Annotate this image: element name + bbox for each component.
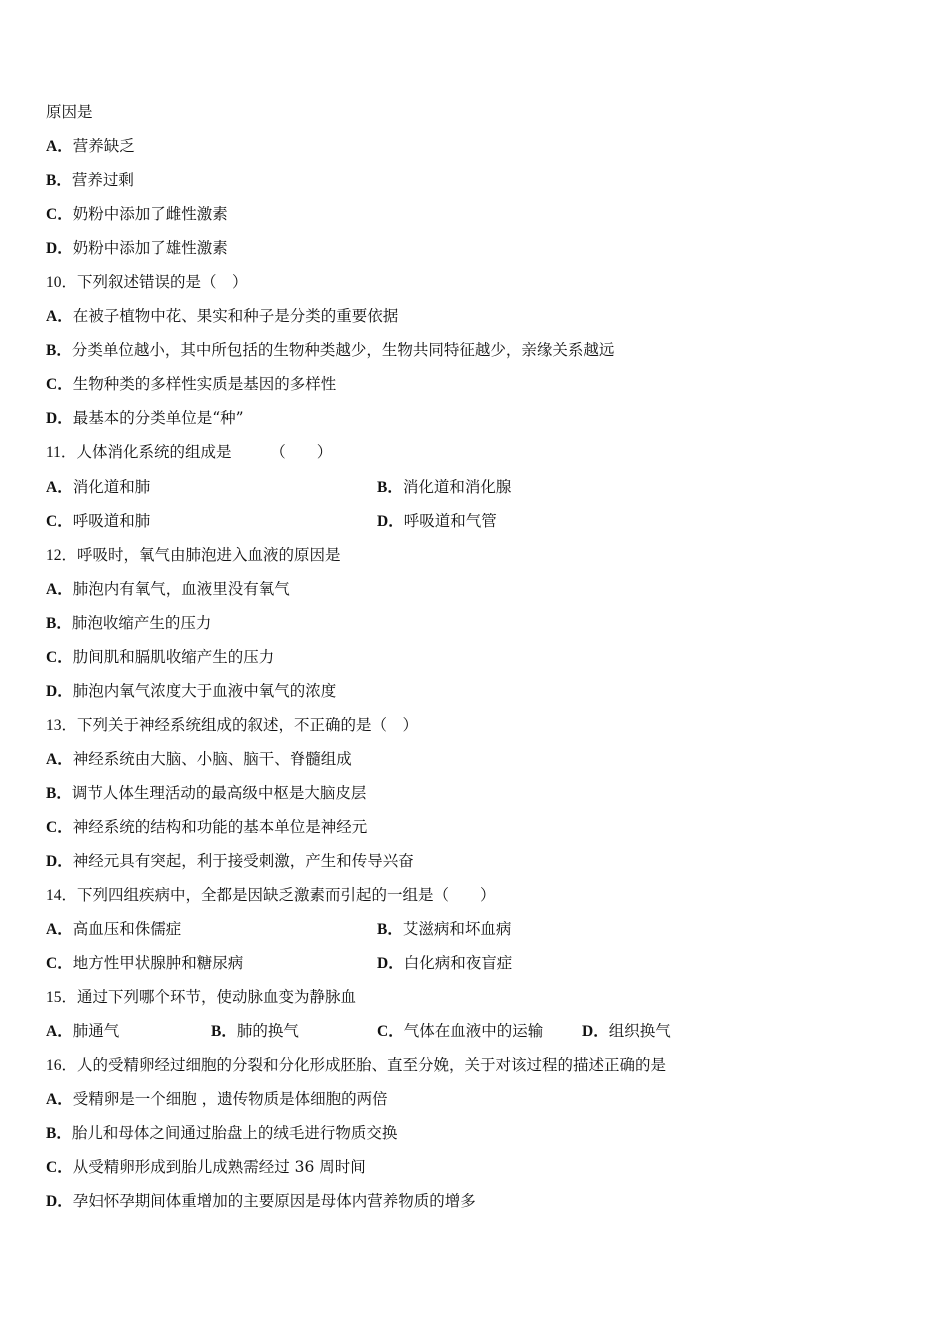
q15-option-c [377,1021,543,1042]
q11-option-a [46,477,150,498]
option-text: 从受精卵形成到胎儿成熟需经过 36 周时间 [72,1158,366,1176]
q16-stem [46,1055,666,1076]
q13-option-b [46,783,366,804]
option-text: 在被子植物中花、果实和种子是分类的重要依据 [72,307,399,325]
option-text: 组织换气 [608,1022,671,1040]
q16-option-a [46,1089,388,1110]
q14-stem [46,885,496,906]
q16-option-d [46,1191,476,1212]
q13-option-d [46,851,414,872]
option-letter: C． [46,206,73,223]
option-text: 消化道和肺 [72,478,151,496]
q11-option-d [377,511,497,532]
option-text: 气体在血液中的运输 [403,1022,544,1040]
option-letter: A． [46,138,73,155]
question-stem: 呼吸时，氧气由肺泡进入血液的原因是 [77,546,341,564]
option-text: 奶粉中添加了雌性激素 [72,205,228,223]
option-letter: A． [46,1023,73,1040]
option-text: 神经系统由大脑、小脑、脑干、脊髓组成 [72,750,352,768]
option-letter: B． [211,1023,237,1040]
q14-option-c [46,953,243,974]
q10-option-c [46,374,336,395]
option-letter: C． [46,955,73,972]
option-letter: B． [46,172,72,189]
option-letter: A． [46,479,73,496]
option-letter: A． [46,308,73,325]
option-text: 受精卵是一个细胞 ，遗传物质是体细胞的两倍 [72,1090,388,1108]
option-text: 白化病和夜盲症 [403,954,513,972]
option-letter: D． [377,955,404,972]
option-letter: C． [46,376,73,393]
question-number: 12． [46,547,78,564]
question-number: 11． [46,444,77,461]
option-letter: D． [582,1023,609,1040]
option-letter: C． [46,1159,73,1176]
option-letter: D． [46,683,73,700]
option-letter: A． [46,921,73,938]
q15-option-b [211,1021,299,1042]
q10-stem [46,272,248,293]
question-number: 10． [46,274,78,291]
option-text: 肺的换气 [236,1022,299,1040]
question-stem: 人体消化系统的组成是 （ ） [76,443,333,461]
option-text: 肺泡内氧气浓度大于血液中氧气的浓度 [72,682,337,700]
q9-stem-text: 原因是 [46,103,93,121]
q9-option-d [46,238,228,259]
q12-option-d [46,681,336,702]
option-letter: C． [377,1023,404,1040]
q11-stem [46,442,332,463]
option-text: 艾滋病和坏血病 [402,920,512,938]
option-letter: D． [46,1193,73,1210]
option-text: 呼吸道和气管 [403,512,497,530]
option-letter: A． [46,581,73,598]
question-stem: 通过下列哪个环节，使动脉血变为静脉血 [77,988,357,1006]
option-text: 肋间肌和膈肌收缩产生的压力 [72,648,275,666]
option-letter: B． [46,615,72,632]
q9-option-a [46,136,135,157]
option-text: 孕妇怀孕期间体重增加的主要原因是母体内营养物质的增多 [72,1192,476,1210]
q15-stem [46,987,356,1008]
option-letter: B． [377,479,403,496]
option-text: 消化道和消化腺 [402,478,512,496]
option-text: 分类单位越小，其中所包括的生物种类越少，生物共同特征越少，亲缘关系越远 [71,341,615,359]
option-text: 神经元具有突起，利于接受刺激，产生和传导兴奋 [72,852,414,870]
option-text: 胎儿和母体之间通过胎盘上的绒毛进行物质交换 [71,1124,398,1142]
option-text: 神经系统的结构和功能的基本单位是神经元 [72,818,368,836]
q12-option-c [46,647,274,668]
q14-option-a [46,919,181,940]
question-number: 13． [46,717,78,734]
question-stem: 下列叙述错误的是（ ） [77,273,248,291]
q9-option-b [46,170,134,191]
option-text: 营养缺乏 [72,137,135,155]
option-letter: A． [46,751,73,768]
option-letter: C． [46,649,73,666]
question-stem: 下列四组疾病中，全都是因缺乏激素而引起的一组是（ ） [77,886,496,904]
option-text: 最基本的分类单位是“种” [72,409,244,427]
option-letter: D． [46,240,73,257]
option-letter: B． [46,1125,72,1142]
option-text: 肺通气 [72,1022,120,1040]
question-number: 16． [46,1057,78,1074]
option-letter: C． [46,819,73,836]
q9-stem-tail [46,102,93,122]
q10-option-a [46,306,398,327]
question-stem: 人的受精卵经过细胞的分裂和分化形成胚胎、直至分娩，关于对该过程的描述正确的是 [77,1056,667,1074]
q14-option-d [377,953,512,974]
option-letter: C． [46,513,73,530]
q13-stem [46,715,418,736]
q15-option-d [582,1021,671,1042]
option-text: 肺泡内有氧气，血液里没有氧气 [72,580,290,598]
q13-option-c [46,817,367,838]
question-stem: 下列关于神经系统组成的叙述，不正确的是（ ） [77,716,419,734]
option-text: 肺泡收缩产生的压力 [71,614,212,632]
option-text: 呼吸道和肺 [72,512,151,530]
option-letter: D． [46,410,73,427]
q16-option-b [46,1123,397,1144]
option-letter: B． [46,342,72,359]
q13-option-a [46,749,352,770]
q14-option-b [377,919,511,940]
option-letter: A． [46,1091,73,1108]
q9-option-c [46,204,228,225]
option-text: 营养过剩 [71,171,134,189]
option-letter: D． [46,853,73,870]
option-letter: B． [46,785,72,802]
option-text: 调节人体生理活动的最高级中枢是大脑皮层 [71,784,367,802]
q12-stem [46,545,341,566]
option-text: 地方性甲状腺肿和糖尿病 [72,954,244,972]
question-number: 14． [46,887,78,904]
q16-option-c [46,1157,366,1178]
option-letter: B． [377,921,403,938]
option-text: 高血压和侏儒症 [72,920,182,938]
option-text: 生物种类的多样性实质是基因的多样性 [72,375,337,393]
question-number: 15． [46,989,78,1006]
q12-option-b [46,613,211,634]
option-letter: D． [377,513,404,530]
q15-option-a [46,1021,119,1042]
q12-option-a [46,579,290,600]
q10-option-b [46,340,614,361]
q10-option-d [46,408,244,429]
q11-option-c [46,511,150,532]
option-text: 奶粉中添加了雄性激素 [72,239,228,257]
q11-option-b [377,477,511,498]
